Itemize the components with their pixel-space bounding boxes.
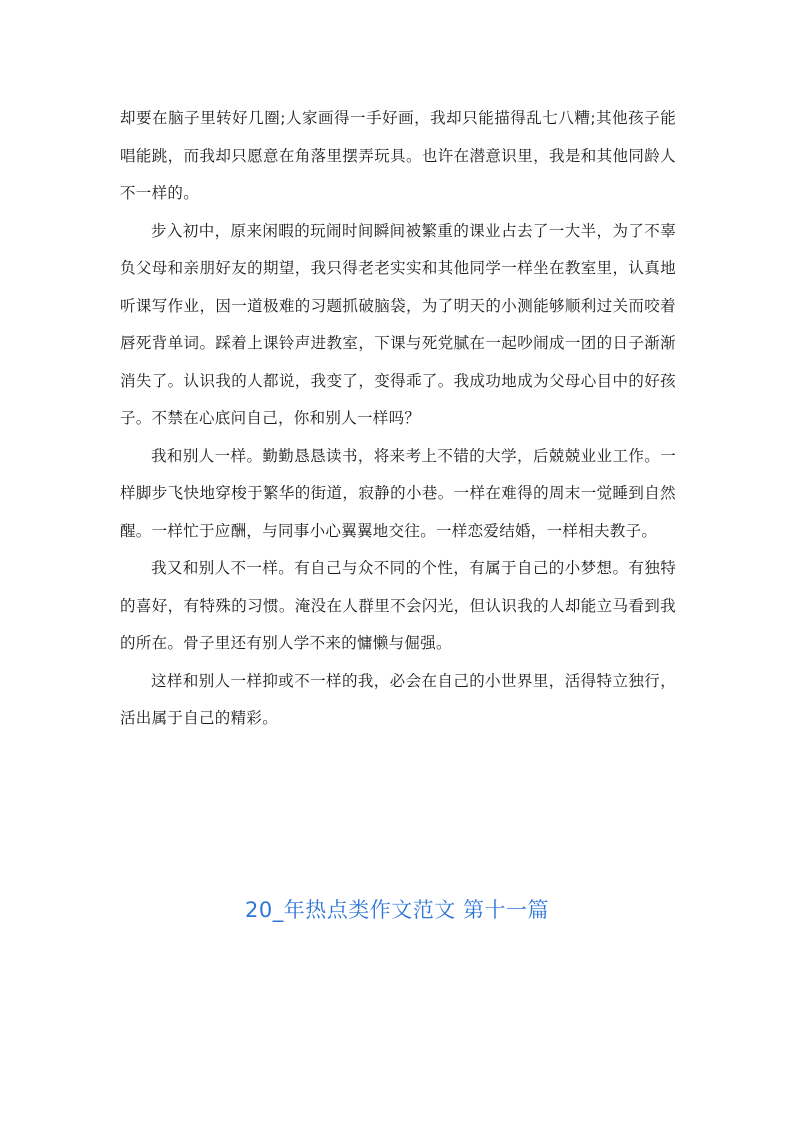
section-heading: 20_年热点类作文范文 第十一篇: [245, 898, 549, 922]
essay-paragraph-3: 我和别人一样。勤勤恳恳读书，将来考上不错的大学，后兢兢业业工作。一样脚步飞快地穿梭于繁华的街道，寂静的小巷。一样在难得的周末一觉睡到自然醒。一样忙于应酬，与同事小心翼翼地交往。一样恋爱结婚，一样相夫教子。: [120, 446, 676, 540]
essay-paragraph-4: 我又和别人不一样。有自己与众不同的个性，有属于自己的小梦想。有独特的喜好，有特殊的习惯。淹没在人群里不会闪光，但认识我的人却能立马看到我的所在。骨子里还有别人学不来的慵懒与倔强。: [120, 559, 676, 652]
essay-body: [120, 100, 676, 738]
essay-paragraph-2: 步入初中，原来闲暇的玩闹时间瞬间被繁重的课业占去了一大半，为了不辜负父母和亲朋好友的期望，我只得老老实实和其他同学一样坐在教室里，认真地听课写作业，因一道极难的习题抓破脑袋，为了明天的小测能够顺利过关而咬着唇死背单词。踩着上课铃声进教室，下课与死党腻在一起吵闹成一团的日子渐渐消失了。认识我的人都说，我变了，变得乖了。我成功地成为父母心目中的好孩子。不禁在心底问自己，你和别人一样吗？: [120, 221, 676, 427]
essay-paragraph-5: 这样和别人一样抑或不一样的我，必会在自己的小世界里，活得特立独行，活出属于自己的精彩。: [120, 671, 676, 727]
essay-paragraph-1: 却要在脑子里转好几圈;人家画得一手好画，我却只能描得乱七八糟;其他孩子能唱能跳，而我却只愿意在角落里摆弄玩具。也许在潜意识里，我是和其他同龄人不一样的。: [120, 109, 676, 202]
